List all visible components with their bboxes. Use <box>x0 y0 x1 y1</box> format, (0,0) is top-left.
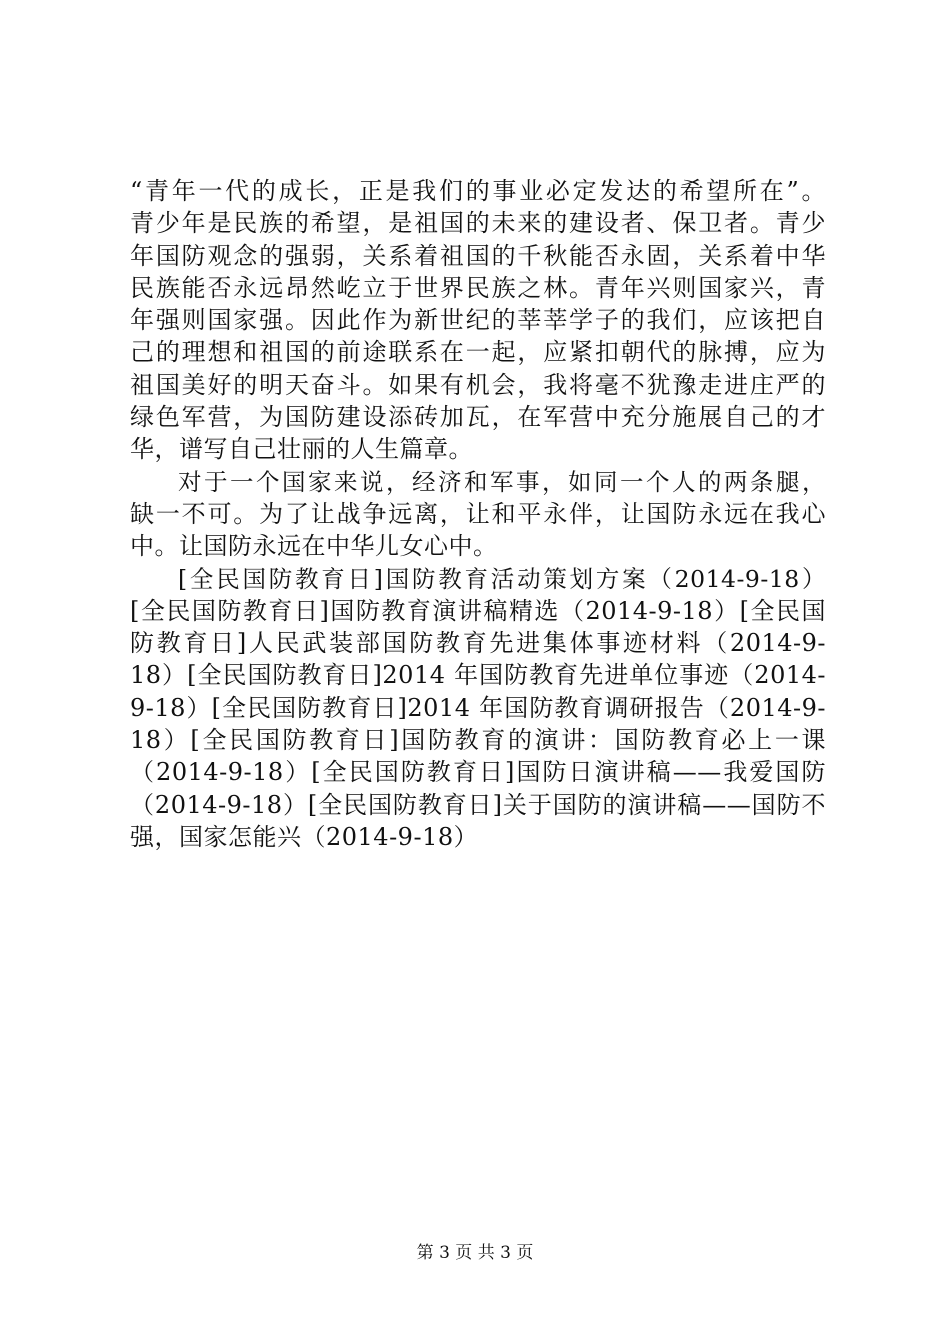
text-line: 9-18）[全民国防教育日]2014 年国防教育调研报告（2014-9- <box>130 693 826 722</box>
page-number-label: 第 3 页 共 3 页 <box>416 1243 534 1263</box>
text-line: 对于一个国家来说，经济和军事，如同一个人的两条腿， <box>178 467 826 496</box>
text-line: 18）[全民国防教育日]国防教育的演讲：国防教育必上一课 <box>130 726 826 755</box>
text-line: 绿色军营，为国防建设添砖加瓦，在军营中充分施展自己的才 <box>130 403 826 432</box>
text-line: （2014-9-18）[全民国防教育日]关于国防的演讲稿——国防不 <box>130 790 826 819</box>
text-line: 中。让国防永远在中华儿女心中。 <box>130 532 498 561</box>
text-line: 年国防观念的强弱，关系着祖国的千秋能否永固，关系着中华 <box>130 241 826 270</box>
text-line: [全民国防教育日]国防教育演讲稿精选（2014-9-18）[全民国 <box>130 596 826 625</box>
text-line: 缺一不可。为了让战争远离，让和平永伴，让国防永远在我心 <box>130 499 826 528</box>
page-footer <box>0 1241 950 1265</box>
text-line: 18）[全民国防教育日]2014 年国防教育先进单位事迹（2014- <box>130 661 826 690</box>
text-line: 华，谱写自己壮丽的人生篇章。 <box>130 435 473 464</box>
text-line: 强，国家怎能兴（2014-9-18） <box>130 822 479 851</box>
text-line: 己的理想和祖国的前途联系在一起，应紧扣朝代的脉搏，应为 <box>130 338 826 367</box>
document-body <box>130 175 826 853</box>
text-line: 年强则国家强。因此作为新世纪的莘莘学子的我们，应该把自 <box>130 306 826 335</box>
text-line: 青少年是民族的希望，是祖国的未来的建设者、保卫者。青少 <box>130 209 826 238</box>
text-line: 民族能否永远昂然屹立于世界民族之林。青年兴则国家兴，青 <box>130 273 826 302</box>
text-line: 祖国美好的明天奋斗。如果有机会，我将毫不犹豫走进庄严的 <box>130 370 826 399</box>
text-line: （2014-9-18）[全民国防教育日]国防日演讲稿——我爱国防 <box>130 758 826 787</box>
text-line: 防教育日]人民武装部国防教育先进集体事迹材料（2014-9- <box>130 629 826 658</box>
text-line: [全民国防教育日]国防教育活动策划方案（2014-9-18） <box>178 564 826 593</box>
text-line: “青年一代的成长，正是我们的事业必定发达的希望所在”。 <box>130 177 826 205</box>
